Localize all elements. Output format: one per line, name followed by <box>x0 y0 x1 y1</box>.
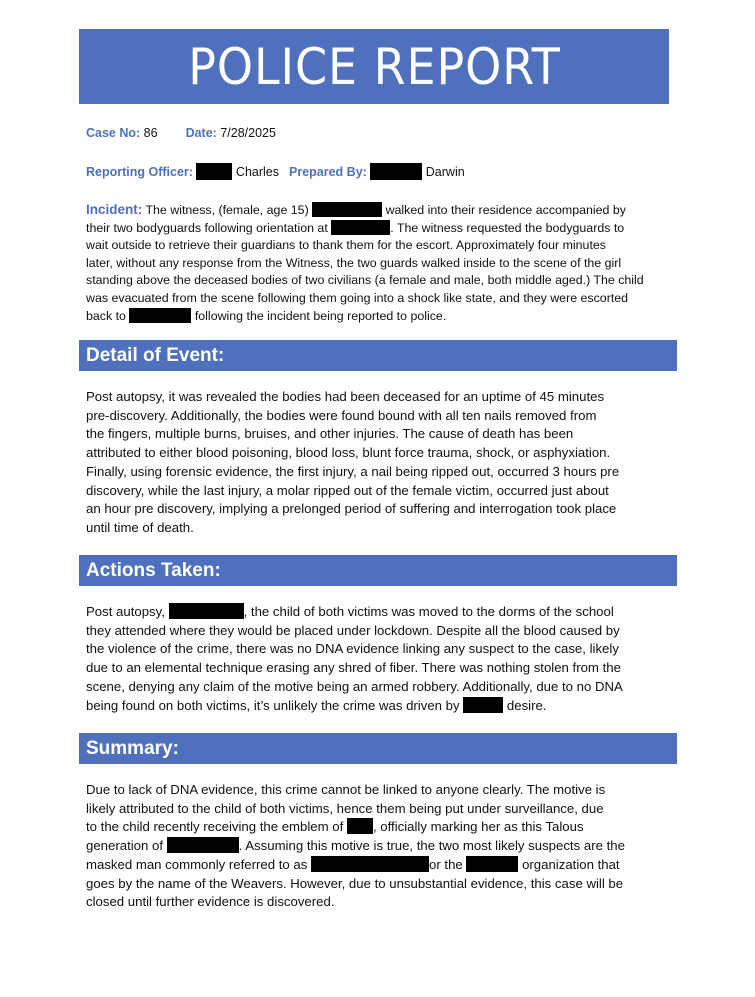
text: walked into their residence accompanied by <box>382 203 626 217</box>
text-line: due to an elemental technique erasing any shred of fiber. There was nothing stolen from the <box>86 660 621 676</box>
text: generation of <box>86 838 167 854</box>
text-line: scene, denying any claim of the motive being an armed robbery. Additionally, due to no DNA <box>86 678 623 694</box>
redaction-block <box>129 308 191 323</box>
redaction-block <box>331 220 390 235</box>
redaction-block <box>169 603 244 619</box>
text: or the <box>429 856 467 872</box>
text: Post autopsy, <box>86 604 169 619</box>
redaction-block <box>347 818 373 834</box>
text: being found on both victims, it’s unlikely the crime was driven by <box>86 697 464 713</box>
detail-of-event-paragraph <box>86 388 676 538</box>
incident-paragraph <box>86 201 676 325</box>
text-line: the violence of the crime, there was no DNA evidence linking any suspect to the case, likely <box>86 641 619 657</box>
text-line: Finally, using forensic evidence, the first injury, a nail being ripped out, occurred 3 hours pre <box>86 463 620 479</box>
text-line: until time of death. <box>86 519 194 535</box>
date-value: 7/28/2025 <box>220 126 276 140</box>
reporting-officer-label: Reporting Officer: <box>86 164 193 179</box>
text: , officially marking her as this Talous <box>372 819 584 835</box>
text-line: Due to lack of DNA evidence, this crime cannot be linked to anyone clearly. The motive is <box>86 782 606 797</box>
text: to the child recently receiving the emblem of <box>86 819 347 835</box>
reporting-officer-name: Charles <box>235 164 279 179</box>
text-line: was evacuated from the scene following them going into a shock like state, and they were escorted <box>86 290 629 305</box>
text: The witness, (female, age 15) <box>145 203 313 217</box>
summary-paragraph <box>86 781 676 912</box>
text: organization that <box>518 856 620 872</box>
text-line: an hour pre discovery, implying a prelonged period of suffering and interrogation took place <box>86 501 617 517</box>
text-line: later, without any response from the Witness, the two guards walked inside to the scene of the girl <box>86 255 622 270</box>
text-line: wait outside to retrieve their guardians to thank them for the escort. Approximately four minutes <box>86 238 606 253</box>
text-line: standing above the deceased bodies of two civilians (a female and male, both middle aged.) The child <box>86 273 644 288</box>
report-title-banner <box>79 29 669 104</box>
section-heading-text: Actions Taken: <box>86 559 221 581</box>
text-line: discovery, while the last injury, a molar ripped out of the female victim, occurred just about <box>86 482 609 498</box>
text-line: Post autopsy, it was revealed the bodies had been deceased for an uptime of 45 minutes <box>86 389 605 404</box>
text: . The witness requested the bodyguards to <box>390 220 625 235</box>
text-line: pre-discovery. Additionally, the bodies were found bound with all ten nails removed from <box>86 407 597 423</box>
text: desire. <box>503 697 547 713</box>
incident-label: Incident: <box>86 202 143 217</box>
text-line: attributed to either blood poisoning, blood loss, blunt force trauma, shock, or asphyxiation. <box>86 445 611 461</box>
redaction-block <box>196 163 232 180</box>
officer-line <box>86 163 465 180</box>
redaction-block <box>463 697 503 713</box>
text-line: they attended where they would be placed under lockdown. Despite all the blood caused by <box>86 622 620 638</box>
case-date-line <box>86 126 276 140</box>
prepared-by-name: Darwin <box>425 164 465 179</box>
redaction-block <box>167 837 239 853</box>
case-no-label: Case No: <box>86 126 141 140</box>
redaction-block <box>370 163 422 180</box>
actions-taken-paragraph <box>86 603 676 715</box>
text-line: the fingers, multiple burns, bruises, and other injuries. The cause of death has been <box>86 426 574 442</box>
section-heading-text: Summary: <box>86 737 179 759</box>
section-heading-detail-of-event <box>79 340 677 371</box>
section-heading-actions-taken <box>79 555 677 586</box>
redaction-block <box>466 856 518 872</box>
text-line: likely attributed to the child of both victims, hence them being put under surveillance, due <box>86 800 604 816</box>
redaction-block <box>312 202 382 217</box>
text: following the incident being reported to police. <box>191 308 447 323</box>
text: their two bodyguards following orientation at <box>86 220 332 235</box>
section-heading-text: Detail of Event: <box>86 344 225 366</box>
text: . Assuming this motive is true, the two most likely suspects are the <box>238 838 625 854</box>
section-heading-summary <box>79 733 677 764</box>
date-label: Date: <box>185 126 217 140</box>
text: back to <box>86 308 130 323</box>
report-title: POLICE REPORT <box>187 37 561 96</box>
text-line: closed until further evidence is discovered. <box>86 894 335 910</box>
text: masked man commonly referred to as <box>86 856 312 872</box>
redaction-block <box>311 856 429 872</box>
case-no-value: 86 <box>143 126 158 140</box>
prepared-by-label: Prepared By: <box>289 164 367 179</box>
text-line: goes by the name of the Weavers. However, due to unsubstantial evidence, this case will be <box>86 875 624 891</box>
text: , the child of both victims was moved to the dorms of the school <box>243 604 614 619</box>
